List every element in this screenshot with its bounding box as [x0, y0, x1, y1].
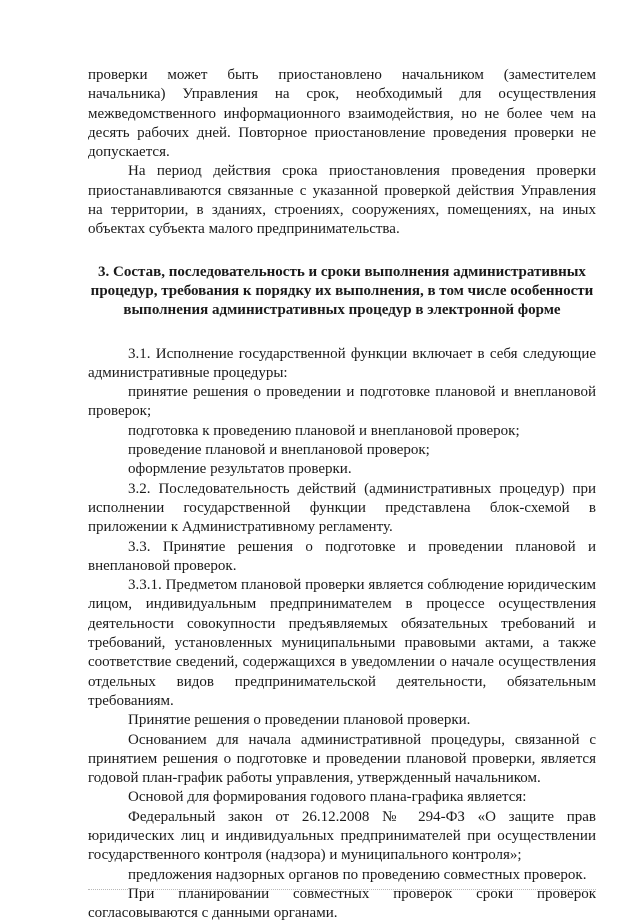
paragraph-joint-planning: При планировании совместных проверок сроки проверок согласовываются с данными органами. [88, 885, 596, 922]
document-page [88, 66, 596, 923]
list-item-procedure: подготовка к проведению плановой и внеплановой проверок; [128, 422, 520, 439]
paragraph-3-3-1: 3.3.1. Предметом плановой проверки является соблюдение юридическим лицом, индивидуальным предпринимателем в процессе осуществления деятельности совокупности предъявляемых обязательных требований и требований, установленных муниципальными правовыми актами, а также соответствие сведений, содержащихся в уведомлении о начале осуществления отдельных видов предпринимательской деятельности, обязательным требованиям. [88, 577, 596, 709]
paragraph-basis: Основанием для начала административной процедуры, связанной с принятием решения о подготовке и проведении плановой проверки, является годовой план-график работы управления, утвержденный начальником. [88, 731, 596, 787]
paragraph-proposals: предложения надзорных органов по проведению совместных проверок. [128, 866, 587, 883]
list-item-procedure: принятие решения о проведении и подготовке плановой и внеплановой проверок; [88, 384, 596, 420]
paragraph-suspension-period: На период действия срока приостановления проведения проверки приостанавливаются связанные с указанной проверкой действия Управления на территории, в зданиях, строениях, сооружениях, помещениях, на иных объектах субъекта малого предпринимательства. [88, 163, 596, 238]
paragraph-suspension-term: проверки может быть приостановлено начальником (заместителем начальника) Управления на срок, необходимый для осуществления межведомственного информационного взаимодействия, но не более чем на десять рабочих дней. Повторное приостановление проведения проверки не допускается. [88, 67, 596, 161]
paragraph-3-3: 3.3. Принятие решения о подготовке и проведении плановой и внеплановой проверок. [88, 538, 596, 574]
paragraph-plan-basis: Основой для формирования годового плана-графика является: [128, 789, 527, 806]
list-item-procedure: проведение плановой и внеплановой проверок; [128, 442, 430, 459]
page-bottom-divider [88, 889, 596, 890]
section-title: 3. Состав, последовательность и сроки выполнения административных процедур, требования к порядку их выполнения, в том числе особенности выполнения административных процедур в электронной форме [90, 263, 594, 319]
paragraph-planned-decision: Принятие решения о проведении плановой проверки. [128, 712, 471, 729]
paragraph-federal-law: Федеральный закон от 26.12.2008 № 294-ФЗ «О защите прав юридических лиц и индивидуальных предпринимателей при осуществлении государственного контроля (надзора) и муниципального контроля»; [88, 808, 596, 864]
list-item-procedure: оформление результатов проверки. [128, 461, 352, 478]
paragraph-3-2: 3.2. Последовательность действий (административных процедур) при исполнении государственной функции представлена блок-схемой в приложении к Административному регламенту. [88, 480, 596, 536]
paragraph-3-1: 3.1. Исполнение государственной функции включает в себя следующие административные процедуры: [88, 345, 596, 381]
